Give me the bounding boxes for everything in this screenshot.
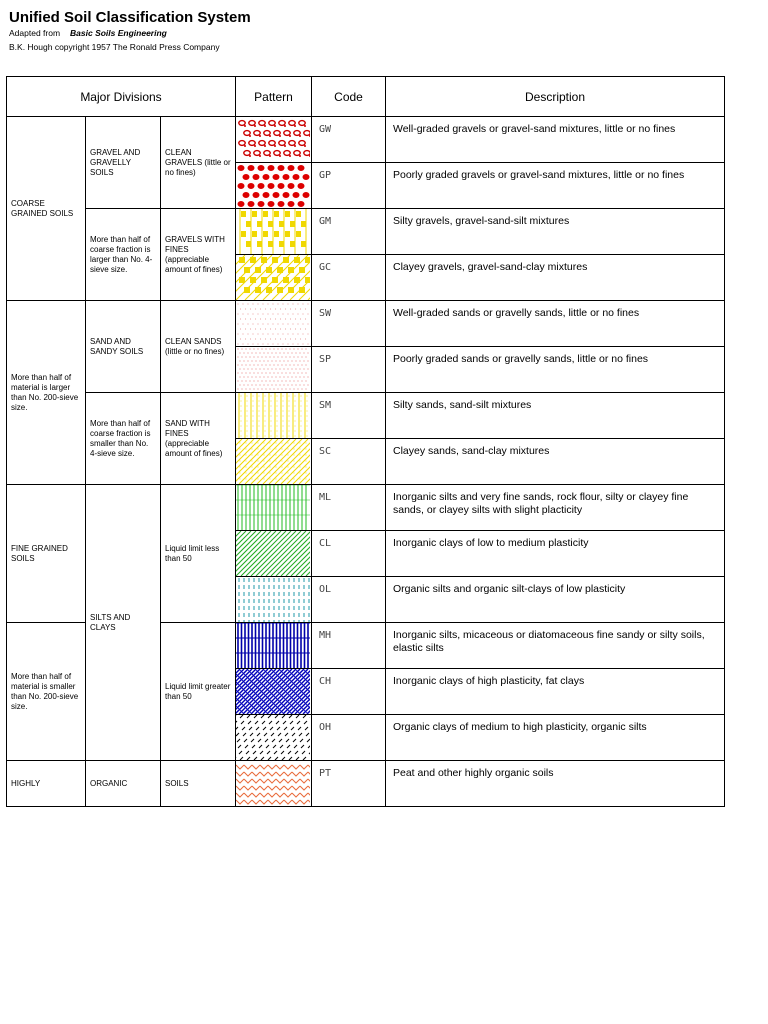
oh-pattern-swatch xyxy=(236,715,312,761)
description-cell: Well-graded sands or gravelly sands, little or no fines xyxy=(386,301,725,347)
clean-sands-label: CLEAN SANDS (little or no fines) xyxy=(161,301,236,393)
mh-pattern-swatch xyxy=(236,623,312,669)
mh-pattern xyxy=(236,623,310,668)
sand-soils-label: SAND AND SANDY SOILS xyxy=(86,301,161,393)
soils-label: SOILS xyxy=(161,761,236,807)
gp-pattern-swatch xyxy=(236,163,312,209)
gravels-with-fines-label: GRAVELS WITH FINES (appreciable amount of fines) xyxy=(161,209,236,301)
code-cell: OH xyxy=(312,715,386,761)
gw-pattern-swatch xyxy=(236,117,312,163)
description-cell: Clayey gravels, gravel-sand-clay mixtures xyxy=(386,255,725,301)
gm-pattern xyxy=(236,209,310,254)
ml-pattern-swatch xyxy=(236,485,312,531)
code-cell: CH xyxy=(312,669,386,715)
book-title: Basic Soils Engineering xyxy=(70,28,167,38)
table-row xyxy=(7,117,725,163)
sm-pattern xyxy=(236,393,310,438)
description-cell: Inorganic silts and very fine sands, rock flour, silty or clayey fine sands, or clayey silts with slight placticity xyxy=(386,485,725,531)
ch-pattern-swatch xyxy=(236,669,312,715)
gc-pattern-swatch xyxy=(236,255,312,301)
sw-pattern xyxy=(236,301,310,346)
code-cell: GC xyxy=(312,255,386,301)
sm-pattern-swatch xyxy=(236,393,312,439)
description-cell: Well-graded gravels or gravel-sand mixtures, little or no fines xyxy=(386,117,725,163)
header-row xyxy=(7,77,725,117)
ol-pattern xyxy=(236,577,310,622)
sc-pattern-swatch xyxy=(236,439,312,485)
gc-pattern xyxy=(236,255,310,300)
table-row xyxy=(7,761,725,807)
page-title: Unified Soil Classification System xyxy=(9,9,251,26)
source-line xyxy=(9,28,167,38)
adapted-label: Adapted from xyxy=(9,28,61,38)
classification-table xyxy=(6,76,725,807)
gravel-note-label: More than half of coarse fraction is larger than No. 4-sieve size. xyxy=(86,209,161,301)
code-cell: SC xyxy=(312,439,386,485)
highly-label: HIGHLY xyxy=(7,761,86,807)
ch-pattern xyxy=(236,669,310,714)
cl-pattern-swatch xyxy=(236,531,312,577)
sand-with-fines-label: SAND WITH FINES (appreciable amount of fines) xyxy=(161,393,236,485)
header-description: Description xyxy=(386,77,725,117)
code-cell: SP xyxy=(312,347,386,393)
description-cell: Inorganic clays of high plasticity, fat clays xyxy=(386,669,725,715)
sand-note-label: More than half of coarse fraction is smaller than No. 4-sieve size. xyxy=(86,393,161,485)
clean-gravels-label: CLEAN GRAVELS (little or no fines) xyxy=(161,117,236,209)
code-cell: GM xyxy=(312,209,386,255)
ll-greater-label: Liquid limit greater than 50 xyxy=(161,623,236,761)
ml-pattern xyxy=(236,485,310,530)
description-cell: Inorganic silts, micaceous or diatomaceous fine sandy or silty soils, elastic silts xyxy=(386,623,725,669)
code-cell: MH xyxy=(312,623,386,669)
description-cell: Organic silts and organic silt-clays of low plasticity xyxy=(386,577,725,623)
sp-pattern-swatch xyxy=(236,347,312,393)
silts-clays-label: SILTS AND CLAYS xyxy=(86,485,161,761)
description-cell: Poorly graded gravels or gravel-sand mixtures, little or no fines xyxy=(386,163,725,209)
gw-pattern xyxy=(236,117,310,162)
gm-pattern-swatch xyxy=(236,209,312,255)
code-cell: GP xyxy=(312,163,386,209)
description-cell: Inorganic clays of low to medium plasticity xyxy=(386,531,725,577)
description-cell: Peat and other highly organic soils xyxy=(386,761,725,807)
ll-less-label: Liquid limit less than 50 xyxy=(161,485,236,623)
sp-pattern xyxy=(236,347,310,392)
description-cell: Organic clays of medium to high plasticity, organic silts xyxy=(386,715,725,761)
gravel-soils-label: GRAVEL AND GRAVELLY SOILS xyxy=(86,117,161,209)
code-cell: OL xyxy=(312,577,386,623)
table-row xyxy=(7,301,725,347)
pt-pattern-swatch xyxy=(236,761,312,807)
header-major-divisions: Major Divisions xyxy=(7,77,236,117)
table-row xyxy=(7,485,725,531)
pt-pattern xyxy=(236,761,310,806)
table-row xyxy=(7,393,725,439)
description-cell: Silty gravels, gravel-sand-silt mixtures xyxy=(386,209,725,255)
coarse-grained-label: COARSE GRAINED SOILS xyxy=(7,117,86,301)
copyright-line: B.K. Hough copyright 1957 The Ronald Press Company xyxy=(9,42,220,52)
code-cell: SM xyxy=(312,393,386,439)
coarse-note-label: More than half of material is larger than No. 200-sieve size. xyxy=(7,301,86,485)
sc-pattern xyxy=(236,439,310,484)
ol-pattern-swatch xyxy=(236,577,312,623)
fine-grained-label: FINE GRAINED SOILS xyxy=(7,485,86,623)
sw-pattern-swatch xyxy=(236,301,312,347)
code-cell: ML xyxy=(312,485,386,531)
description-cell: Silty sands, sand-silt mixtures xyxy=(386,393,725,439)
cl-pattern xyxy=(236,531,310,576)
header-code: Code xyxy=(312,77,386,117)
header-pattern: Pattern xyxy=(236,77,312,117)
gp-pattern xyxy=(236,163,310,208)
table-row xyxy=(7,209,725,255)
code-cell: CL xyxy=(312,531,386,577)
description-cell: Poorly graded sands or gravelly sands, little or no fines xyxy=(386,347,725,393)
oh-pattern xyxy=(236,715,310,760)
code-cell: SW xyxy=(312,301,386,347)
description-cell: Clayey sands, sand-clay mixtures xyxy=(386,439,725,485)
organic-label: ORGANIC xyxy=(86,761,161,807)
code-cell: PT xyxy=(312,761,386,807)
code-cell: GW xyxy=(312,117,386,163)
fine-note-label: More than half of material is smaller than No. 200-sieve size. xyxy=(7,623,86,761)
